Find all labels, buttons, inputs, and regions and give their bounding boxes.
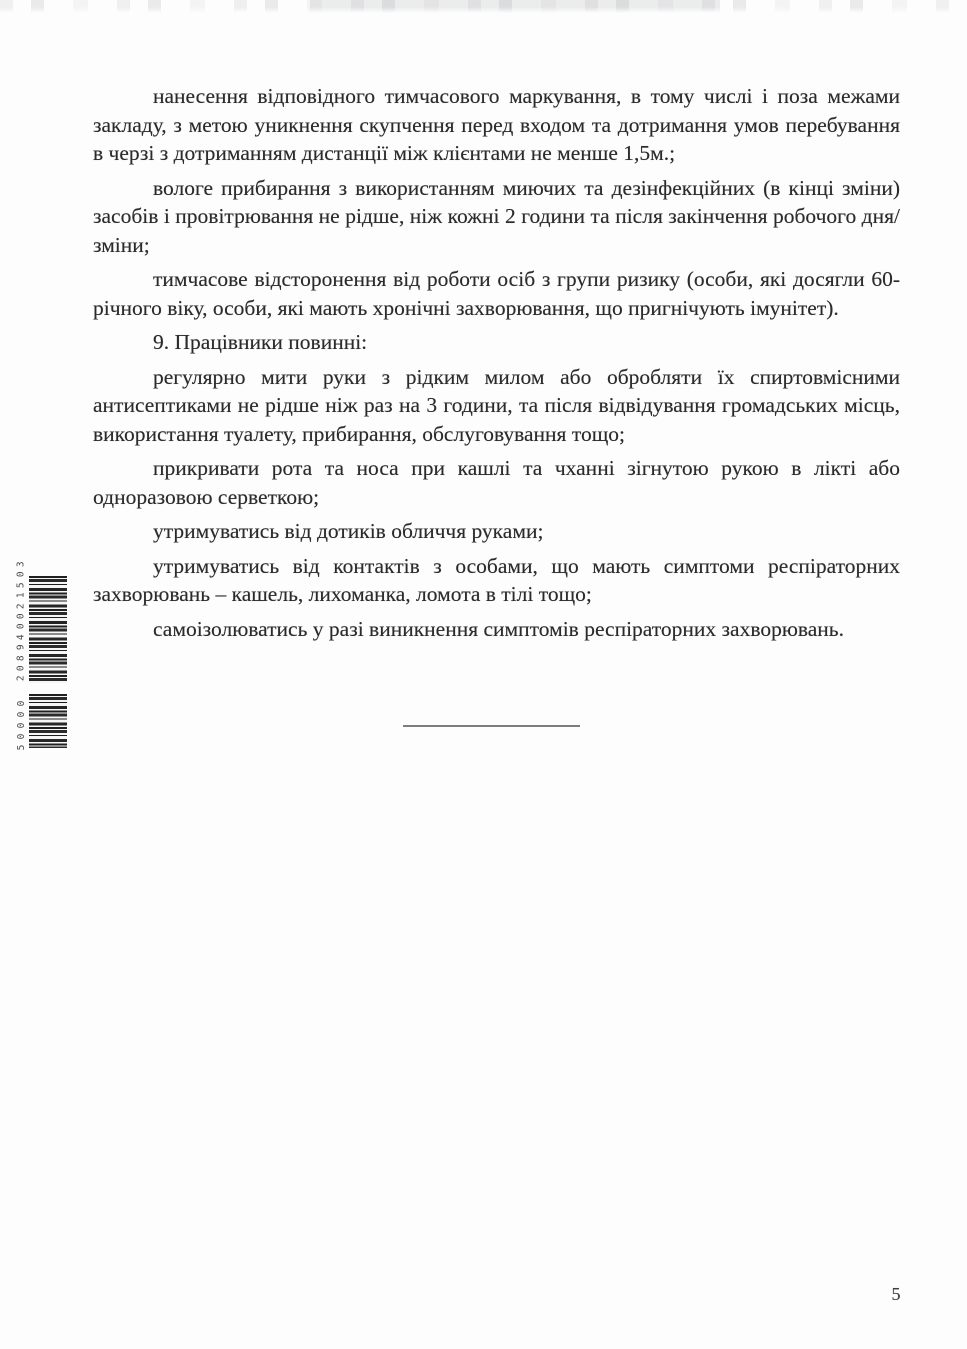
barcode-digit: 0 [16, 722, 27, 729]
barcode-digit: 0 [15, 665, 27, 671]
paragraph-section-heading: 9. Працівники повинні: [153, 330, 368, 354]
paragraph: нанесення відповідного тимчасового маркування, в тому числі і поза межами закладу, з метою уникнення скупчення перед входом та дотримання умов перебування в черзі з дотриманням дистанції між клієнтами не менше 1,5м.; [93, 84, 900, 165]
barcode-secondary-bars [29, 694, 67, 748]
paragraph: тимчасове відсторонення від роботи осіб з групи ризику (особи, які досягли 60-річного віку, особи, які мають хронічні захворювання, що пригнічують імунітет). [93, 267, 900, 320]
barcode-digit: 0 [16, 733, 27, 740]
paragraph: утримуватись від контактів з особами, що мають симптоми респіраторних захворювань – кашель, лихоманка, ломота в тілі тощо; [93, 553, 900, 606]
page-number: 5 [891, 1284, 901, 1304]
paragraph: самоізолюватись у разі виникнення симптомів респіраторних захворювань. [153, 616, 844, 641]
barcode-main-digits [16, 559, 27, 684]
paragraph: утримуватись від дотиків обличчя руками; [153, 519, 544, 543]
barcode-main-bars [29, 576, 67, 683]
signature-separator-line [403, 725, 580, 727]
barcode-digit: 0 [15, 613, 27, 620]
barcode-digit: 2 [15, 675, 27, 682]
barcode-digit: 0 [16, 711, 27, 718]
document-body-text [93, 82, 900, 649]
barcode-digit: 0 [15, 571, 27, 578]
barcode-digit: 8 [15, 654, 27, 661]
paragraph: прикривати рота та носа при кашлі та чханні зігнутою рукою в лікті або одноразовою серветкою; [93, 456, 900, 509]
paragraph: вологе прибирання з використанням миючих та дезінфекційних (в кінці зміни) засобів і провітрювання не рідше, ніж кожні 2 години та після закінчення робочого дня/зміни; [93, 175, 900, 257]
barcode-digit: 5 [16, 744, 27, 751]
barcode-secondary-digits [16, 698, 27, 753]
barcode-digit: 0 [16, 700, 27, 707]
barcode-digit: 2 [15, 602, 27, 609]
barcode-digit: 1 [15, 592, 27, 599]
barcode-digit: 9 [15, 644, 27, 651]
paragraph: регулярно мити руки з рідким милом або обробляти їх спиртовмісними антисептиками не рідше ніж раз на 3 години, та після відвідування громадських місць, використання туалету, прибирання, обслуговування тощо; [93, 364, 900, 446]
barcode-digit: 0 [15, 623, 27, 630]
scan-bleed-artifacts [0, 0, 967, 13]
barcode-digit: 4 [15, 634, 27, 640]
barcode-digit: 3 [15, 561, 27, 568]
barcode-digit: 5 [15, 582, 27, 588]
